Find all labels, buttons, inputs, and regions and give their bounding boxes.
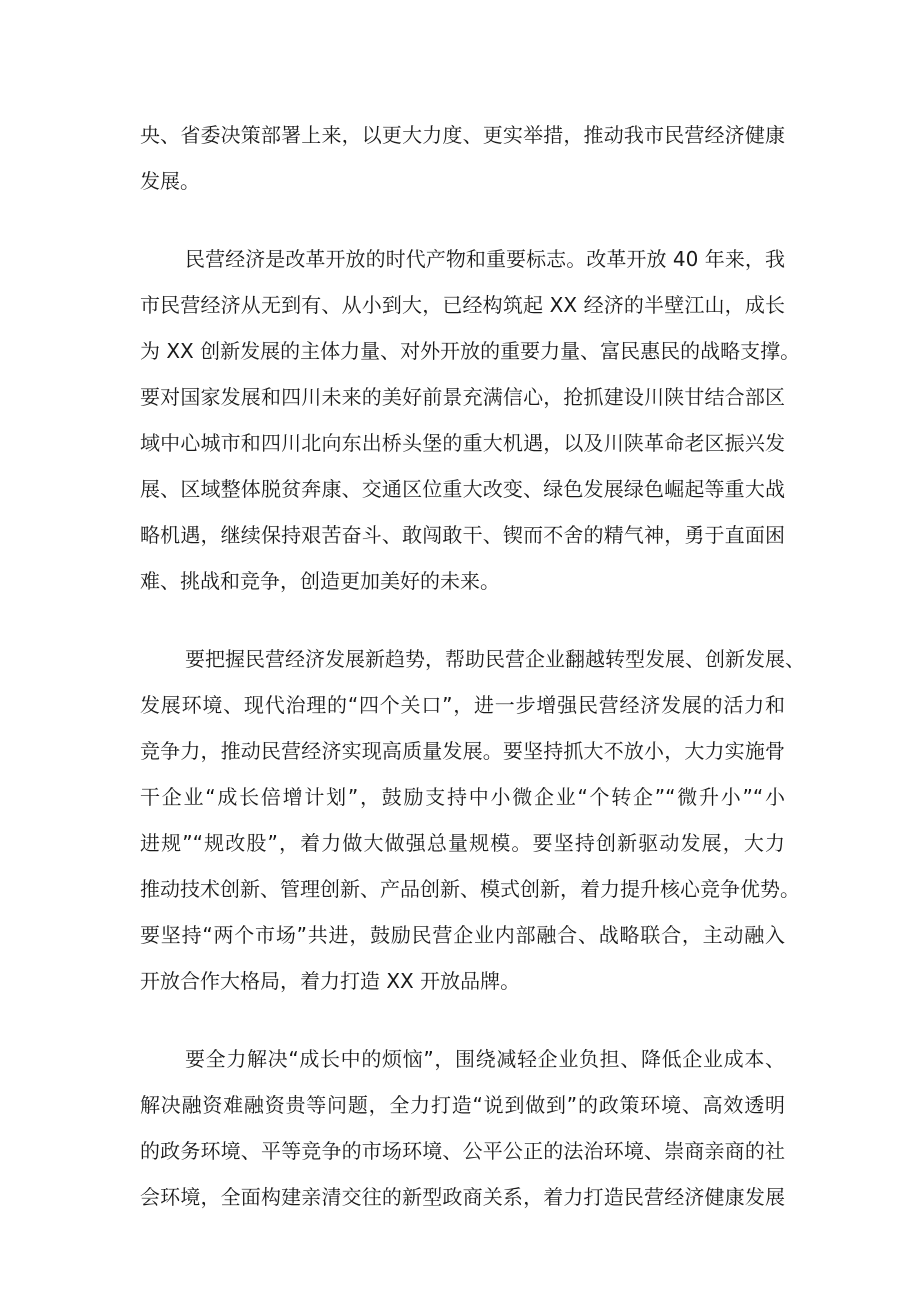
paragraph-2-line-7: 略机遇，继续保持艰苦奋斗、敢闯敢干、锲而不舍的精气神，勇于直面困	[140, 523, 785, 547]
paragraph-2-line-5: 域中心城市和四川北向东出桥头堡的重大机遇，以及川陕革命老区振兴发	[140, 431, 785, 455]
paragraph-2-line-8: 难、挑战和竞争，创造更加美好的未来。	[140, 569, 500, 593]
paragraph-4-line-2: 解决融资难融资贵等问题，全力打造“说到做到”的政策环境、高效透明	[140, 1093, 785, 1117]
paragraph-2-line-4: 要对国家发展和四川未来的美好前景充满信心，抢抓建设川陕甘结合部区	[140, 385, 785, 409]
paragraph-3-line-4: 干企业“成长倍增计划”，鼓励支持中小微企业“个转企”“微升小”“小	[140, 785, 785, 809]
paragraph-4-line-3: 的政务环境、平等竞争的市场环境、公平公正的法治环境、崇商亲商的社	[140, 1139, 785, 1163]
paragraph-3-line-1: 要把握民营经济发展新趋势，帮助民营企业翻越转型发展、创新发展、	[185, 647, 805, 671]
paragraph-3-line-2: 发展环境、现代治理的“四个关口”，进一步增强民营经济发展的活力和	[140, 693, 785, 717]
paragraph-2-line-6: 展、区域整体脱贫奔康、交通区位重大改变、绿色发展绿色崛起等重大战	[140, 477, 785, 501]
paragraph-3-line-7: 要坚持“两个市场”共进，鼓励民营企业内部融合、战略联合，主动融入	[140, 923, 785, 947]
paragraph-2-line-3: 为 XX 创新发展的主体力量、对外开放的重要力量、富民惠民的战略支撑。	[140, 339, 801, 363]
paragraph-1-line-2: 发展。	[140, 169, 200, 193]
paragraph-4-line-4: 会环境，全面构建亲清交往的新型政商关系，着力打造民营经济健康发展	[140, 1185, 785, 1209]
paragraph-4-line-1: 要全力解决“成长中的烦恼”，围绕减轻企业负担、降低企业成本、	[185, 1047, 785, 1071]
paragraph-3-line-3: 竞争力，推动民营经济实现高质量发展。要坚持抓大不放小，大力实施骨	[140, 739, 785, 763]
paragraph-3-line-8: 开放合作大格局，着力打造 XX 开放品牌。	[140, 969, 521, 993]
paragraph-1-line-1: 央、省委决策部署上来，以更大力度、更实举措，推动我市民营经济健康	[140, 123, 785, 147]
paragraph-3-line-6: 推动技术创新、管理创新、产品创新、模式创新，着力提升核心竞争优势。	[140, 877, 800, 901]
paragraph-3-line-5: 进规”“规改股”，着力做大做强总量规模。要坚持创新驱动发展，大力	[140, 831, 785, 855]
paragraph-2-line-1: 民营经济是改革开放的时代产物和重要标志。改革开放 40 年来，我	[185, 247, 785, 271]
paragraph-2-line-2: 市民营经济从无到有、从小到大，已经构筑起 XX 经济的半壁江山，成长	[140, 293, 785, 317]
